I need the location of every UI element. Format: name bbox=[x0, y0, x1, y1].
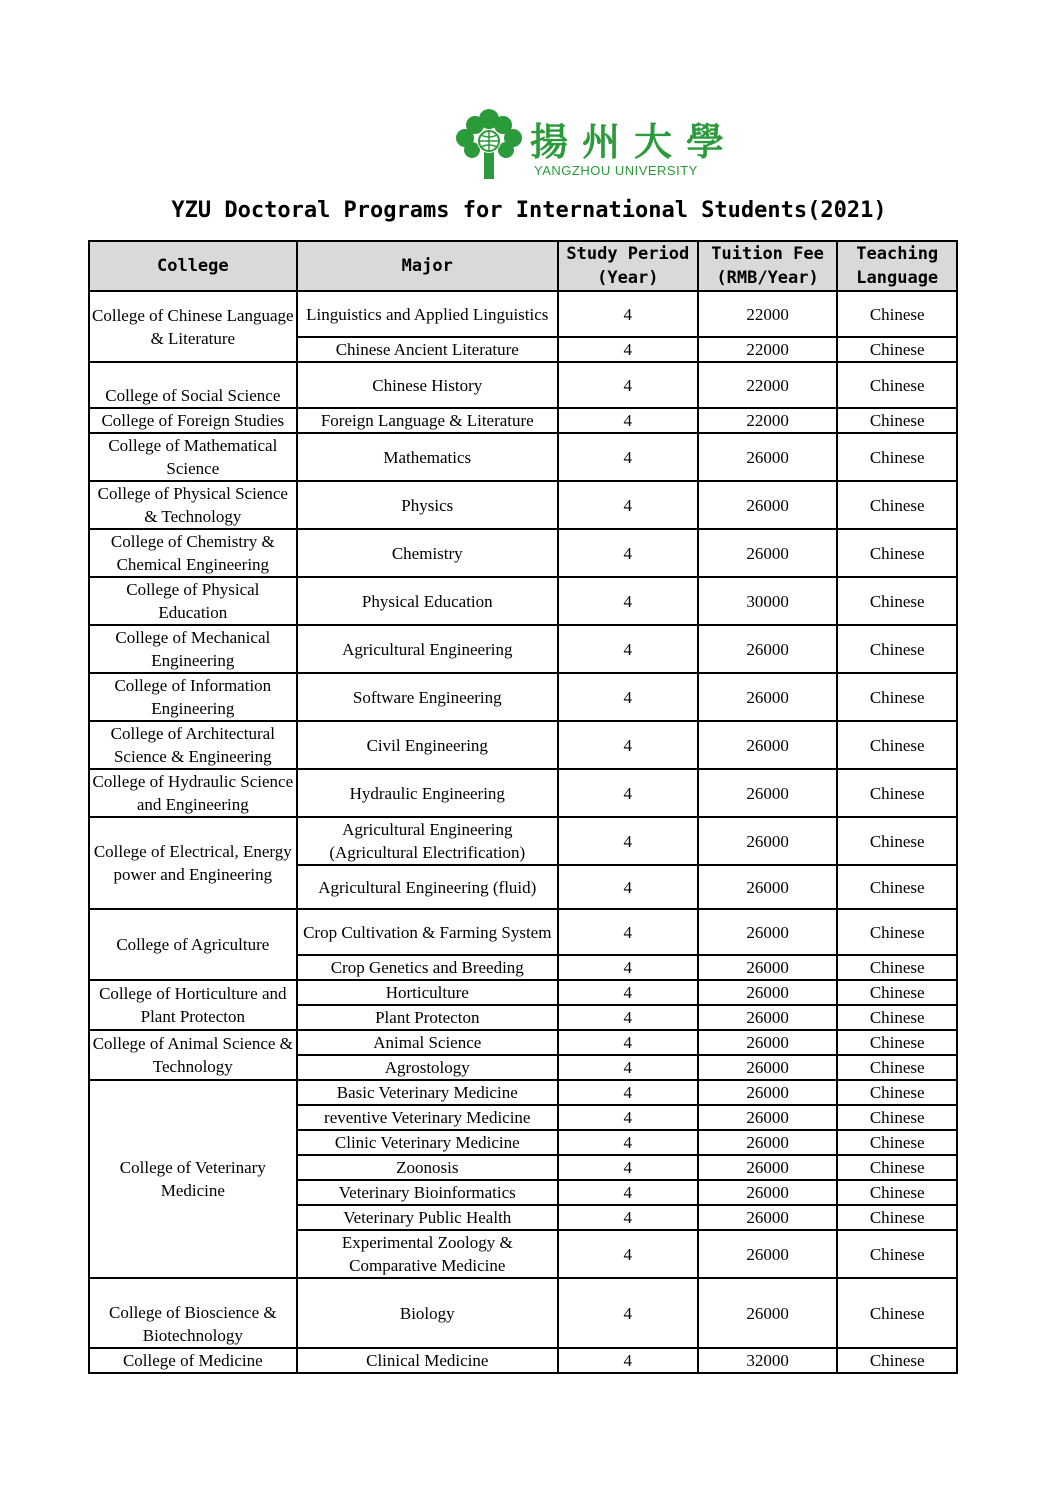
table-row bbox=[89, 362, 957, 408]
major-cell: Agricultural Engineering bbox=[297, 625, 558, 673]
major-cell: Chinese Ancient Literature bbox=[297, 337, 558, 362]
major-cell: Linguistics and Applied Linguistics bbox=[297, 291, 558, 337]
major-cell: Crop Genetics and Breeding bbox=[297, 955, 558, 980]
table-row bbox=[89, 1080, 957, 1105]
college-cell: College of Veterinary Medicine bbox=[89, 1080, 297, 1278]
tuition-fee-cell: 26000 bbox=[698, 1030, 838, 1055]
major-cell: Physical Education bbox=[297, 577, 558, 625]
logo-chinese-name: 揚州大學 bbox=[530, 119, 739, 164]
tuition-fee-cell: 26000 bbox=[698, 1005, 838, 1030]
tuition-fee-cell: 26000 bbox=[698, 1205, 838, 1230]
major-cell: Hydraulic Engineering bbox=[297, 769, 558, 817]
study-period-cell: 4 bbox=[558, 625, 698, 673]
study-period-cell: 4 bbox=[558, 955, 698, 980]
header-study-period-line1: Study Period bbox=[566, 244, 690, 264]
teaching-language-cell: Chinese bbox=[837, 408, 957, 433]
header-study-period bbox=[558, 241, 698, 291]
university-logo bbox=[450, 105, 739, 185]
tuition-fee-cell: 26000 bbox=[698, 721, 838, 769]
tuition-fee-cell: 32000 bbox=[698, 1348, 838, 1373]
study-period-cell: 4 bbox=[558, 1155, 698, 1180]
college-cell: College of Physical Education bbox=[89, 577, 297, 625]
major-cell: Clinic Veterinary Medicine bbox=[297, 1130, 558, 1155]
study-period-cell: 4 bbox=[558, 481, 698, 529]
header-major: Major bbox=[297, 241, 558, 291]
table-row bbox=[89, 909, 957, 955]
teaching-language-cell: Chinese bbox=[837, 980, 957, 1005]
study-period-cell: 4 bbox=[558, 291, 698, 337]
teaching-language-cell: Chinese bbox=[837, 721, 957, 769]
header-language-line2: Language bbox=[856, 268, 939, 288]
teaching-language-cell: Chinese bbox=[837, 1130, 957, 1155]
study-period-cell: 4 bbox=[558, 980, 698, 1005]
major-cell: Horticulture bbox=[297, 980, 558, 1005]
tuition-fee-cell: 26000 bbox=[698, 1080, 838, 1105]
tuition-fee-cell: 26000 bbox=[698, 955, 838, 980]
major-cell: reventive Veterinary Medicine bbox=[297, 1105, 558, 1130]
study-period-cell: 4 bbox=[558, 721, 698, 769]
teaching-language-cell: Chinese bbox=[837, 1230, 957, 1278]
tuition-fee-cell: 26000 bbox=[698, 529, 838, 577]
tuition-fee-cell: 22000 bbox=[698, 408, 838, 433]
tuition-fee-cell: 26000 bbox=[698, 1278, 838, 1348]
header-language-line1: Teaching bbox=[856, 244, 939, 264]
teaching-language-cell: Chinese bbox=[837, 673, 957, 721]
tuition-fee-cell: 26000 bbox=[698, 481, 838, 529]
teaching-language-cell: Chinese bbox=[837, 481, 957, 529]
major-cell: Plant Protecton bbox=[297, 1005, 558, 1030]
study-period-cell: 4 bbox=[558, 529, 698, 577]
major-cell: Mathematics bbox=[297, 433, 558, 481]
tuition-fee-cell: 26000 bbox=[698, 625, 838, 673]
teaching-language-cell: Chinese bbox=[837, 1055, 957, 1080]
tuition-fee-cell: 30000 bbox=[698, 577, 838, 625]
table-row bbox=[89, 577, 957, 625]
tuition-fee-cell: 22000 bbox=[698, 362, 838, 408]
header-tuition-line2: (RMB/Year) bbox=[716, 268, 819, 288]
teaching-language-cell: Chinese bbox=[837, 433, 957, 481]
table-row bbox=[89, 1348, 957, 1373]
tuition-fee-cell: 26000 bbox=[698, 1180, 838, 1205]
table-row bbox=[89, 1278, 957, 1348]
teaching-language-cell: Chinese bbox=[837, 1278, 957, 1348]
table-body bbox=[89, 291, 957, 1373]
major-cell: Software Engineering bbox=[297, 673, 558, 721]
tuition-fee-cell: 26000 bbox=[698, 1155, 838, 1180]
study-period-cell: 4 bbox=[558, 909, 698, 955]
teaching-language-cell: Chinese bbox=[837, 865, 957, 909]
study-period-cell: 4 bbox=[558, 1055, 698, 1080]
tuition-fee-cell: 26000 bbox=[698, 1055, 838, 1080]
table-row bbox=[89, 481, 957, 529]
table-row bbox=[89, 529, 957, 577]
page-title: YZU Doctoral Programs for International Students(2021) bbox=[171, 198, 887, 223]
table-row bbox=[89, 980, 957, 1005]
teaching-language-cell: Chinese bbox=[837, 1080, 957, 1105]
programs-table bbox=[88, 240, 958, 1374]
study-period-cell: 4 bbox=[558, 673, 698, 721]
table-row bbox=[89, 817, 957, 865]
tuition-fee-cell: 26000 bbox=[698, 865, 838, 909]
table-row bbox=[89, 291, 957, 337]
college-cell: College of Physical Science & Technology bbox=[89, 481, 297, 529]
teaching-language-cell: Chinese bbox=[837, 362, 957, 408]
major-cell: Zoonosis bbox=[297, 1155, 558, 1180]
study-period-cell: 4 bbox=[558, 362, 698, 408]
college-cell: College of Foreign Studies bbox=[89, 408, 297, 433]
study-period-cell: 4 bbox=[558, 577, 698, 625]
study-period-cell: 4 bbox=[558, 1180, 698, 1205]
table-row bbox=[89, 721, 957, 769]
teaching-language-cell: Chinese bbox=[837, 291, 957, 337]
teaching-language-cell: Chinese bbox=[837, 1205, 957, 1230]
tuition-fee-cell: 26000 bbox=[698, 909, 838, 955]
teaching-language-cell: Chinese bbox=[837, 1155, 957, 1180]
tuition-fee-cell: 26000 bbox=[698, 1130, 838, 1155]
header-college: College bbox=[89, 241, 297, 291]
college-cell: College of Chinese Language & Literature bbox=[89, 291, 297, 362]
college-cell: College of Architectural Science & Engineering bbox=[89, 721, 297, 769]
table-row bbox=[89, 625, 957, 673]
college-cell: College of Medicine bbox=[89, 1348, 297, 1373]
major-cell: Experimental Zoology & Comparative Medicine bbox=[297, 1230, 558, 1278]
teaching-language-cell: Chinese bbox=[837, 1030, 957, 1055]
tuition-fee-cell: 26000 bbox=[698, 980, 838, 1005]
major-cell: Biology bbox=[297, 1278, 558, 1348]
college-cell: College of Chemistry & Chemical Engineering bbox=[89, 529, 297, 577]
teaching-language-cell: Chinese bbox=[837, 909, 957, 955]
study-period-cell: 4 bbox=[558, 1080, 698, 1105]
tuition-fee-cell: 26000 bbox=[698, 769, 838, 817]
tree-emblem-icon bbox=[450, 105, 528, 183]
study-period-cell: 4 bbox=[558, 1030, 698, 1055]
college-cell: College of Bioscience & Biotechnology bbox=[89, 1278, 297, 1348]
table-row bbox=[89, 433, 957, 481]
major-cell: Veterinary Bioinformatics bbox=[297, 1180, 558, 1205]
major-cell: Foreign Language & Literature bbox=[297, 408, 558, 433]
major-cell: Physics bbox=[297, 481, 558, 529]
tuition-fee-cell: 22000 bbox=[698, 337, 838, 362]
teaching-language-cell: Chinese bbox=[837, 955, 957, 980]
study-period-cell: 4 bbox=[558, 817, 698, 865]
header-study-period-line2: (Year) bbox=[597, 268, 659, 288]
study-period-cell: 4 bbox=[558, 408, 698, 433]
major-cell: Clinical Medicine bbox=[297, 1348, 558, 1373]
college-cell: College of Information Engineering bbox=[89, 673, 297, 721]
teaching-language-cell: Chinese bbox=[837, 1348, 957, 1373]
tuition-fee-cell: 26000 bbox=[698, 1230, 838, 1278]
college-cell: College of Animal Science & Technology bbox=[89, 1030, 297, 1080]
table-row bbox=[89, 673, 957, 721]
teaching-language-cell: Chinese bbox=[837, 1180, 957, 1205]
study-period-cell: 4 bbox=[558, 1005, 698, 1030]
header-tuition-fee bbox=[698, 241, 838, 291]
college-cell: College of Social Science bbox=[89, 362, 297, 408]
teaching-language-cell: Chinese bbox=[837, 1105, 957, 1130]
logo-english-name: YANGZHOU UNIVERSITY bbox=[534, 163, 698, 178]
table-row bbox=[89, 1030, 957, 1055]
tuition-fee-cell: 26000 bbox=[698, 1105, 838, 1130]
teaching-language-cell: Chinese bbox=[837, 817, 957, 865]
table-header-row bbox=[89, 241, 957, 291]
college-cell: College of Electrical, Energy power and Engineering bbox=[89, 817, 297, 909]
header-tuition-line1: Tuition Fee bbox=[711, 244, 824, 264]
study-period-cell: 4 bbox=[558, 1230, 698, 1278]
tuition-fee-cell: 26000 bbox=[698, 673, 838, 721]
major-cell: Veterinary Public Health bbox=[297, 1205, 558, 1230]
teaching-language-cell: Chinese bbox=[837, 529, 957, 577]
study-period-cell: 4 bbox=[558, 1205, 698, 1230]
study-period-cell: 4 bbox=[558, 1130, 698, 1155]
college-cell: College of Horticulture and Plant Protecton bbox=[89, 980, 297, 1030]
college-cell: College of Mathematical Science bbox=[89, 433, 297, 481]
college-cell: College of Mechanical Engineering bbox=[89, 625, 297, 673]
tuition-fee-cell: 26000 bbox=[698, 433, 838, 481]
study-period-cell: 4 bbox=[558, 1278, 698, 1348]
teaching-language-cell: Chinese bbox=[837, 1005, 957, 1030]
tuition-fee-cell: 22000 bbox=[698, 291, 838, 337]
major-cell: Chemistry bbox=[297, 529, 558, 577]
major-cell: Agricultural Engineering (fluid) bbox=[297, 865, 558, 909]
major-cell: Crop Cultivation & Farming System bbox=[297, 909, 558, 955]
study-period-cell: 4 bbox=[558, 769, 698, 817]
study-period-cell: 4 bbox=[558, 865, 698, 909]
major-cell: Civil Engineering bbox=[297, 721, 558, 769]
major-cell: Animal Science bbox=[297, 1030, 558, 1055]
major-cell: Agrostology bbox=[297, 1055, 558, 1080]
teaching-language-cell: Chinese bbox=[837, 625, 957, 673]
study-period-cell: 4 bbox=[558, 433, 698, 481]
header-teaching-language bbox=[837, 241, 957, 291]
college-cell: College of Agriculture bbox=[89, 909, 297, 980]
table-row bbox=[89, 408, 957, 433]
teaching-language-cell: Chinese bbox=[837, 769, 957, 817]
study-period-cell: 4 bbox=[558, 1348, 698, 1373]
major-cell: Agricultural Engineering (Agricultural Electrification) bbox=[297, 817, 558, 865]
college-cell: College of Hydraulic Science and Engineering bbox=[89, 769, 297, 817]
teaching-language-cell: Chinese bbox=[837, 577, 957, 625]
major-cell: Basic Veterinary Medicine bbox=[297, 1080, 558, 1105]
tuition-fee-cell: 26000 bbox=[698, 817, 838, 865]
major-cell: Chinese History bbox=[297, 362, 558, 408]
teaching-language-cell: Chinese bbox=[837, 337, 957, 362]
study-period-cell: 4 bbox=[558, 337, 698, 362]
table-row bbox=[89, 769, 957, 817]
study-period-cell: 4 bbox=[558, 1105, 698, 1130]
